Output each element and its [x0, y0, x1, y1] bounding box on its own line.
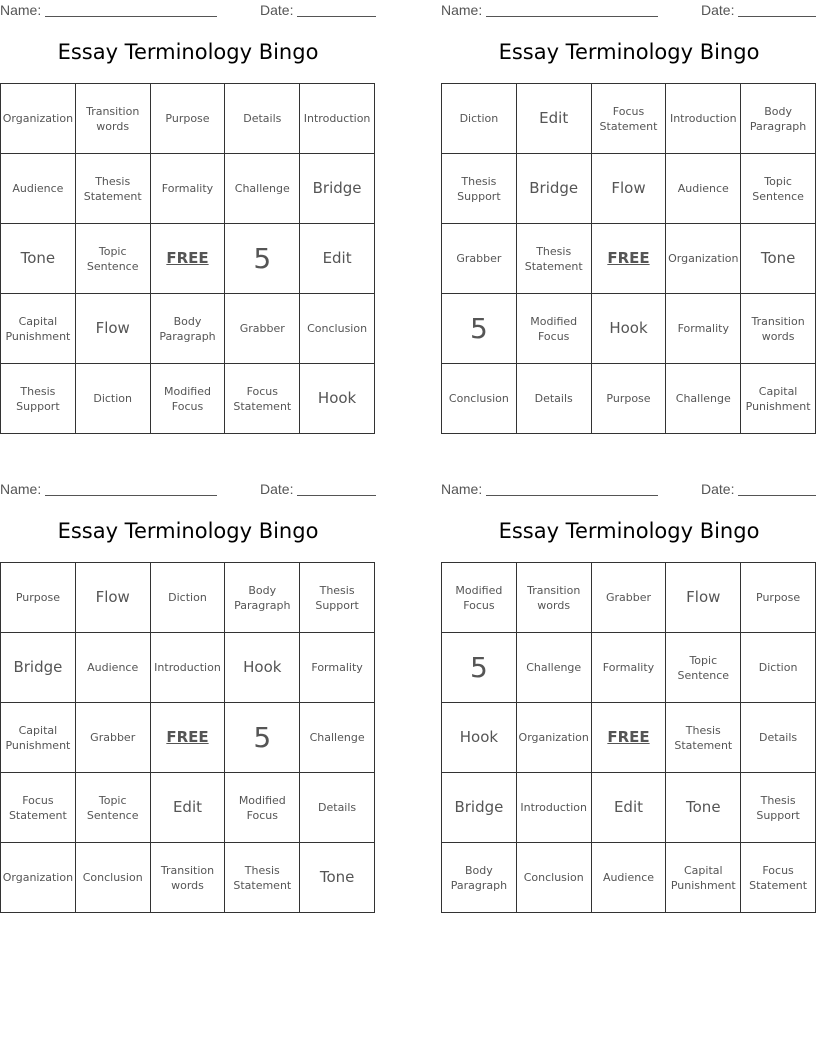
bingo-cell: Transition words [517, 563, 592, 633]
bingo-cell: Audience [1, 154, 76, 224]
bingo-cell: Tone [300, 843, 375, 913]
bingo-cell: Modified Focus [151, 364, 226, 434]
bingo-cell: Edit [300, 224, 375, 294]
bingo-cell: Edit [151, 773, 226, 843]
name-line [486, 495, 658, 496]
bingo-cell: Thesis Statement [225, 843, 300, 913]
bingo-cell: Challenge [666, 364, 741, 434]
card-header [441, 479, 816, 501]
name-line [486, 16, 658, 17]
bingo-cell: Hook [442, 703, 517, 773]
date-label: Date: [701, 481, 735, 497]
bingo-cell: Body Paragraph [442, 843, 517, 913]
bingo-cell: Tone [666, 773, 741, 843]
bingo-cell: Conclusion [76, 843, 151, 913]
bingo-grid [441, 562, 816, 913]
bingo-cell: Body Paragraph [741, 84, 816, 154]
bingo-cell: Hook [225, 633, 300, 703]
bingo-cell: Grabber [225, 294, 300, 364]
bingo-cell: Bridge [300, 154, 375, 224]
bingo-cell: Challenge [517, 633, 592, 703]
bingo-cell: Diction [442, 84, 517, 154]
free-space-cell: FREE [151, 703, 226, 773]
bingo-cell: Flow [592, 154, 667, 224]
bingo-cell: Body Paragraph [151, 294, 226, 364]
bingo-cell: Hook [300, 364, 375, 434]
bingo-cell: Bridge [1, 633, 76, 703]
card-title: Essay Terminology Bingo [498, 519, 760, 543]
bingo-cell: Thesis Statement [517, 224, 592, 294]
bingo-cell: 5 [442, 294, 517, 364]
card-title: Essay Terminology Bingo [57, 519, 319, 543]
name-line [45, 495, 217, 496]
bingo-cell: Capital Punishment [666, 843, 741, 913]
bingo-cell: Audience [592, 843, 667, 913]
bingo-cell: Introduction [666, 84, 741, 154]
bingo-cell: Formality [151, 154, 226, 224]
bingo-cell: Audience [76, 633, 151, 703]
bingo-cell: Conclusion [300, 294, 375, 364]
date-line [297, 495, 376, 496]
date-line [738, 16, 816, 17]
bingo-cell: 5 [442, 633, 517, 703]
bingo-cell: Thesis Support [741, 773, 816, 843]
bingo-cell: Topic Sentence [76, 224, 151, 294]
name-line [45, 16, 217, 17]
bingo-cell: Grabber [592, 563, 667, 633]
bingo-cell: Introduction [517, 773, 592, 843]
bingo-cell: Purpose [592, 364, 667, 434]
bingo-cell: Topic Sentence [741, 154, 816, 224]
free-space-cell: FREE [592, 224, 667, 294]
bingo-cell: Modified Focus [225, 773, 300, 843]
date-line [738, 495, 816, 496]
bingo-cell: Purpose [741, 563, 816, 633]
bingo-cell: Introduction [151, 633, 226, 703]
bingo-cell: 5 [225, 703, 300, 773]
card-title: Essay Terminology Bingo [498, 40, 760, 64]
bingo-cell: Tone [1, 224, 76, 294]
bingo-grid [0, 83, 375, 434]
date-label: Date: [260, 481, 294, 497]
bingo-cell: Transition words [76, 84, 151, 154]
bingo-cell: Diction [151, 563, 226, 633]
card-header [0, 0, 376, 22]
bingo-cell: Organization [666, 224, 741, 294]
bingo-grid [0, 562, 375, 913]
bingo-cell: Conclusion [442, 364, 517, 434]
bingo-cell: Challenge [300, 703, 375, 773]
bingo-cell: Thesis Support [442, 154, 517, 224]
name-label: Name: [441, 481, 483, 497]
bingo-cell: Conclusion [517, 843, 592, 913]
bingo-cell: Purpose [151, 84, 226, 154]
bingo-cell: Details [517, 364, 592, 434]
bingo-cell: Tone [741, 224, 816, 294]
free-space-cell: FREE [592, 703, 667, 773]
bingo-cell: Capital Punishment [741, 364, 816, 434]
date-label: Date: [701, 2, 735, 18]
bingo-cell: Organization [1, 843, 76, 913]
bingo-cell: Details [300, 773, 375, 843]
bingo-cell: Audience [666, 154, 741, 224]
bingo-cell: Grabber [76, 703, 151, 773]
bingo-cell: Flow [76, 563, 151, 633]
bingo-cell: Topic Sentence [76, 773, 151, 843]
bingo-cell: Flow [76, 294, 151, 364]
bingo-cell: Details [741, 703, 816, 773]
bingo-cell: Thesis Statement [666, 703, 741, 773]
bingo-cell: Formality [300, 633, 375, 703]
bingo-cell: Hook [592, 294, 667, 364]
free-space-cell: FREE [151, 224, 226, 294]
name-label: Name: [0, 2, 42, 18]
bingo-cell: Diction [741, 633, 816, 703]
bingo-cell: Grabber [442, 224, 517, 294]
card-header [441, 0, 816, 22]
date-line [297, 16, 376, 17]
bingo-cell: Bridge [517, 154, 592, 224]
bingo-cell: Edit [517, 84, 592, 154]
bingo-cell: Thesis Support [300, 563, 375, 633]
bingo-cell: Thesis Support [1, 364, 76, 434]
bingo-cell: Transition words [741, 294, 816, 364]
bingo-cell: Flow [666, 563, 741, 633]
bingo-cell: Transition words [151, 843, 226, 913]
bingo-cell: Focus Statement [1, 773, 76, 843]
bingo-cell: Bridge [442, 773, 517, 843]
bingo-cell: Purpose [1, 563, 76, 633]
bingo-cell: Modified Focus [442, 563, 517, 633]
bingo-cell: Diction [76, 364, 151, 434]
bingo-cell: Introduction [300, 84, 375, 154]
bingo-cell: Edit [592, 773, 667, 843]
bingo-cell: Formality [666, 294, 741, 364]
bingo-cell: Capital Punishment [1, 294, 76, 364]
bingo-cell: Topic Sentence [666, 633, 741, 703]
bingo-cell: Thesis Statement [76, 154, 151, 224]
bingo-grid [441, 83, 816, 434]
bingo-cell: Capital Punishment [1, 703, 76, 773]
bingo-cell: Organization [517, 703, 592, 773]
bingo-cell: Modified Focus [517, 294, 592, 364]
bingo-cell: Formality [592, 633, 667, 703]
bingo-cell: Focus Statement [225, 364, 300, 434]
bingo-cell: 5 [225, 224, 300, 294]
bingo-cell: Challenge [225, 154, 300, 224]
name-label: Name: [441, 2, 483, 18]
bingo-cell: Body Paragraph [225, 563, 300, 633]
bingo-cell: Focus Statement [592, 84, 667, 154]
name-label: Name: [0, 481, 42, 497]
date-label: Date: [260, 2, 294, 18]
card-header [0, 479, 376, 501]
bingo-cell: Organization [1, 84, 76, 154]
bingo-cell: Focus Statement [741, 843, 816, 913]
bingo-cell: Details [225, 84, 300, 154]
card-title: Essay Terminology Bingo [57, 40, 319, 64]
